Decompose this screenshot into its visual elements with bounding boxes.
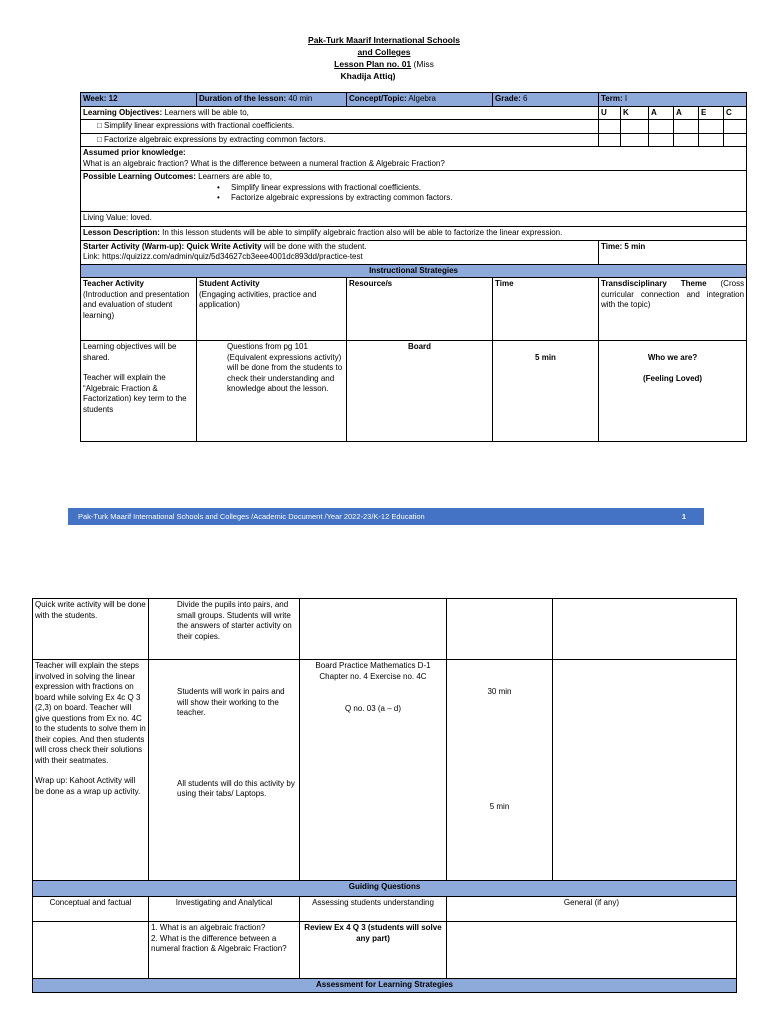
objective-item: □ Simplify linear expressions with fractional coefficients. (81, 120, 599, 134)
resource-header: Resource/s (347, 278, 493, 341)
objectives-label-cell: Learning Objectives: Learners will be able to, (81, 106, 599, 120)
prior-knowledge-label: Assumed prior knowledge: (83, 148, 186, 157)
lesson-plan-table (80, 92, 747, 442)
starter-link[interactable]: Link: https://quizizz.com/admin/quiz/5d34627cb3eee4001dc893dd/practice-test (83, 252, 363, 261)
school-name-line2 (0, 46, 768, 58)
footer-text: Pak-Turk Maarif International Schools and Colleges /Academic Document /Year 2022-23/K-12 Education (78, 512, 425, 521)
guiding-header-row (33, 897, 737, 922)
page-footer (68, 508, 704, 525)
strategies-title-row (81, 264, 747, 278)
student-activity-cell: Questions from pg 101 (Equivalent expressions activity) will be done from the students to check their understanding and knowledge about the lesson. (197, 341, 347, 442)
objective-item: □ Factorize algebraic expressions by extracting common factors. (81, 133, 599, 147)
description-cell: Lesson Description: In this lesson students will be able to simplify algebraic fraction also will be able to factorize the linear expression. (81, 227, 747, 241)
objective-item-row (81, 133, 747, 147)
term-cell: Term: I (599, 93, 747, 107)
teacher-activity-header: Teacher Activity (Introduction and presentation and evaluation of student learning) (81, 278, 197, 341)
main-student-cell: Students will work in pairs and will show their working to the teacher. All students will do this activity by using their tabs/ Laptops. (149, 660, 300, 881)
guiding-questions-row (33, 922, 737, 979)
outcomes-label: Possible Learning Outcomes: (83, 172, 196, 181)
guiding-title: Guiding Questions (33, 881, 737, 897)
investigating-header: Investigating and Analytical (149, 897, 300, 922)
investigating-questions-cell: 1. What is an algebraic fraction? 2. What is the difference between a numeral fraction & Algebraic Fraction? (149, 922, 300, 979)
general-header: General (if any) (447, 897, 737, 922)
school-name (0, 34, 768, 46)
teacher-name-line2 (0, 70, 752, 82)
footer-page-number: 1 (681, 512, 686, 521)
main-teacher-cell: Teacher will explain the steps involved in solving the linear expression with fractions on board while solving Ex 4c Q 3 (2,3) on board. Teacher will give questions from Ex no. 4C to the students to solve them in their copies. And then students will cross check their solutions with their seatmates. Wrap up: Kahoot Activity will be done as a wrap up activity. (33, 660, 149, 881)
outcome-item: • Factorize algebraic expressions by extracting common factors. (217, 193, 453, 202)
strategies-header-row (81, 278, 747, 341)
resource-cell: Board (347, 341, 493, 442)
theme-cell: Who we are? (Feeling Loved) (599, 341, 747, 442)
starter-row (81, 240, 747, 264)
prior-knowledge-cell (81, 147, 747, 171)
guiding-title-row (33, 881, 737, 897)
outcomes-row (81, 171, 747, 212)
living-value-cell: Living Value: loved. (81, 212, 747, 227)
objective-letter-cell: C (724, 106, 747, 120)
living-value-row (81, 212, 747, 227)
starter-time-cell: Time: 5 min (599, 240, 747, 264)
lesson-plan-table-page2 (32, 598, 737, 993)
assessing-header: Assessing students understanding (300, 897, 447, 922)
quick-write-student-cell: Divide the pupils into pairs, and small groups. Students will write the answers of starter activity on their copies. (149, 599, 300, 660)
starter-cell: Starter Activity (Warm-up): Quick Write Activity will be done with the student. Link: https://quizizz.com/admin/quiz/5d34627cb3eee4001dc893dd/practice-test (81, 240, 599, 264)
info-row (81, 93, 747, 107)
objectives-header-row (81, 106, 747, 120)
school-line1: Pak-Turk Maarif International Schools (308, 35, 460, 45)
main-activity-row (33, 660, 737, 881)
conceptual-header: Conceptual and factual (33, 897, 149, 922)
prior-knowledge-text: What is an algebraic fraction? What is the difference between a numeral fraction & Algebraic Fraction? (83, 158, 445, 168)
outcome-item: • Simplify linear expressions with fractional coefficients. (217, 182, 422, 192)
duration-cell: Duration of the lesson: 40 min (197, 93, 347, 107)
assessment-title: Assessment for Learning Strategies (33, 979, 737, 993)
objective-letter-cell: A (674, 106, 699, 120)
teacher-name-part1: (Miss (413, 59, 434, 69)
time-cell: 5 min (493, 341, 599, 442)
lesson-plan-title (0, 58, 768, 70)
main-time-cell: 30 min 5 min (447, 660, 553, 881)
description-row (81, 227, 747, 241)
lesson-plan-number: Lesson Plan no. 01 (334, 59, 412, 69)
prior-knowledge-row (81, 147, 747, 171)
outcomes-cell (81, 171, 747, 212)
objective-letter-cell: U (599, 106, 621, 120)
objective-letter-cell: E (699, 106, 724, 120)
objective-letter-cell: A (649, 106, 674, 120)
objective-item-row (81, 120, 747, 134)
school-line2: and Colleges (357, 47, 411, 57)
teacher-activity-cell: Learning objectives will be shared. Teacher will explain the “Algebraic Fraction & Factorization) key term to the students (81, 341, 197, 442)
quick-write-teacher-cell: Quick write activity will be done with the students. (33, 599, 149, 660)
quick-write-row (33, 599, 737, 660)
teacher-name-part2: Khadija Attiq) (340, 71, 396, 81)
objective-letter-cell: K (621, 106, 649, 120)
review-cell: Review Ex 4 Q 3 (students will solve any part) (300, 922, 447, 979)
grade-cell: Grade: 6 (493, 93, 599, 107)
time-header: Time (493, 278, 599, 341)
strategies-title: Instructional Strategies (81, 264, 747, 278)
main-resource-cell: Board Practice Mathematics D-1 Chapter no. 4 Exercise no. 4C Q no. 03 (a – d) (300, 660, 447, 881)
week-cell: Week: 12 (81, 93, 197, 107)
assessment-title-row (33, 979, 737, 993)
concept-cell: Concept/Topic: Algebra (347, 93, 493, 107)
theme-header: Transdisciplinary Theme (Cross curricular connection and integration with the topic) (599, 278, 747, 341)
student-activity-header: Student Activity (Engaging activities, practice and application) (197, 278, 347, 341)
outcomes-intro: Learners are able to, (198, 172, 272, 181)
strategies-row (81, 341, 747, 442)
